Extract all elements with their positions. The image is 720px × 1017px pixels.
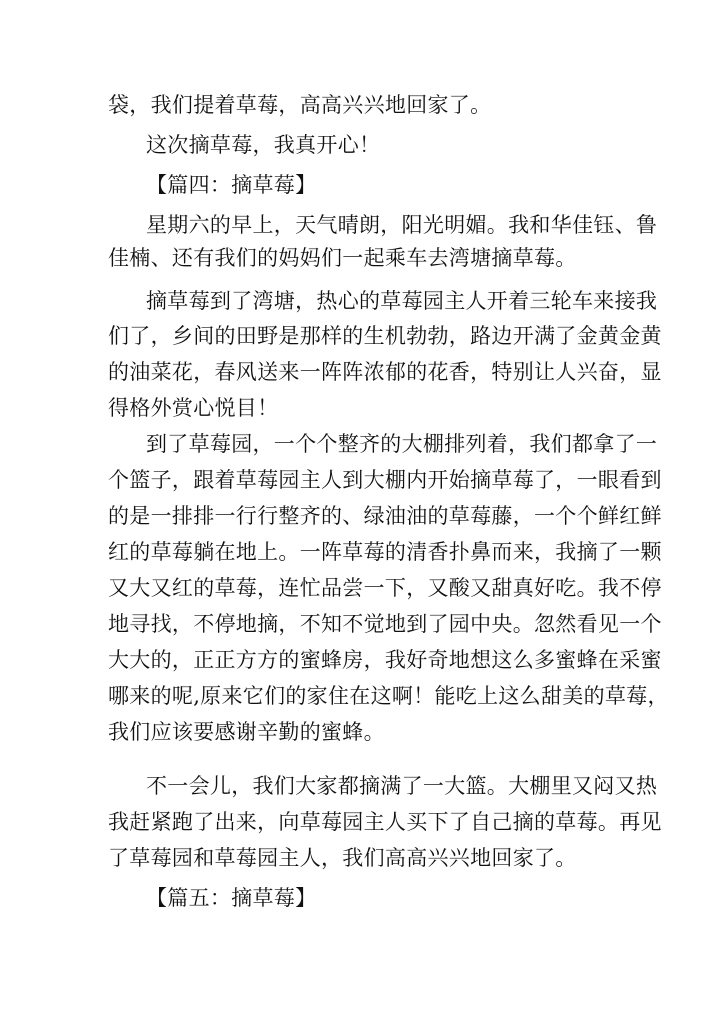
text-line: 这次摘草莓，我真开心！ (146, 133, 381, 157)
text-line: 大大的，正正方方的蜜蜂房，我好奇地想这么多蜜蜂在采蜜 (108, 648, 662, 672)
text-line: 哪来的呢,原来它们的家住在这啊！能吃上这么甜美的草莓， (108, 684, 669, 708)
text-line: 地寻找，不停地摘，不知不觉地到了园中央。忽然看见一个 (108, 612, 662, 636)
text-line: 的是一排排一行行整齐的、绿油油的草莓藤，一个个鲜红鲜 (108, 504, 662, 528)
text-line: 我们应该要感谢辛勤的蜜蜂。 (108, 720, 385, 744)
section-heading: 【篇四：摘草莓】 (146, 173, 317, 197)
text-line: 我赶紧跑了出来，向草莓园主人买下了自己摘的草莓。再见 (108, 810, 662, 834)
text-line: 摘草莓到了湾塘，热心的草莓园主人开着三轮车来接我 (146, 289, 658, 313)
text-line: 了草莓园和草莓园主人，我们高高兴兴地回家了。 (108, 846, 577, 870)
text-line: 的油菜花，春风送来一阵阵浓郁的花香，特别让人兴奋，显 (108, 360, 662, 384)
text-line: 袋，我们提着草莓，高高兴兴地回家了。 (108, 93, 492, 117)
text-line: 红的草莓躺在地上。一阵草莓的清香扑鼻而来，我摘了一颗 (108, 540, 662, 564)
text-line: 星期六的早上，天气晴朗，阳光明媚。我和华佳钰、鲁 (146, 213, 658, 237)
text-line: 佳楠、还有我们的妈妈们一起乘车去湾塘摘草莓。 (108, 246, 577, 270)
section-heading: 【篇五：摘草莓】 (146, 886, 317, 910)
text-line: 个篮子，跟着草莓园主人到大棚内开始摘草莓了，一眼看到 (108, 468, 662, 492)
text-line: 们了，乡间的田野是那样的生机勃勃，路边开满了金黄金黄 (108, 324, 662, 348)
text-line: 到了草莓园，一个个整齐的大棚排列着，我们都拿了一 (146, 432, 658, 456)
text-line: 得格外赏心悦目！ (108, 396, 279, 420)
text-line: 又大又红的草莓，连忙品尝一下，又酸又甜真好吃。我不停 (108, 576, 662, 600)
text-line: 不一会儿，我们大家都摘满了一大篮。大棚里又闷又热 (146, 774, 658, 798)
